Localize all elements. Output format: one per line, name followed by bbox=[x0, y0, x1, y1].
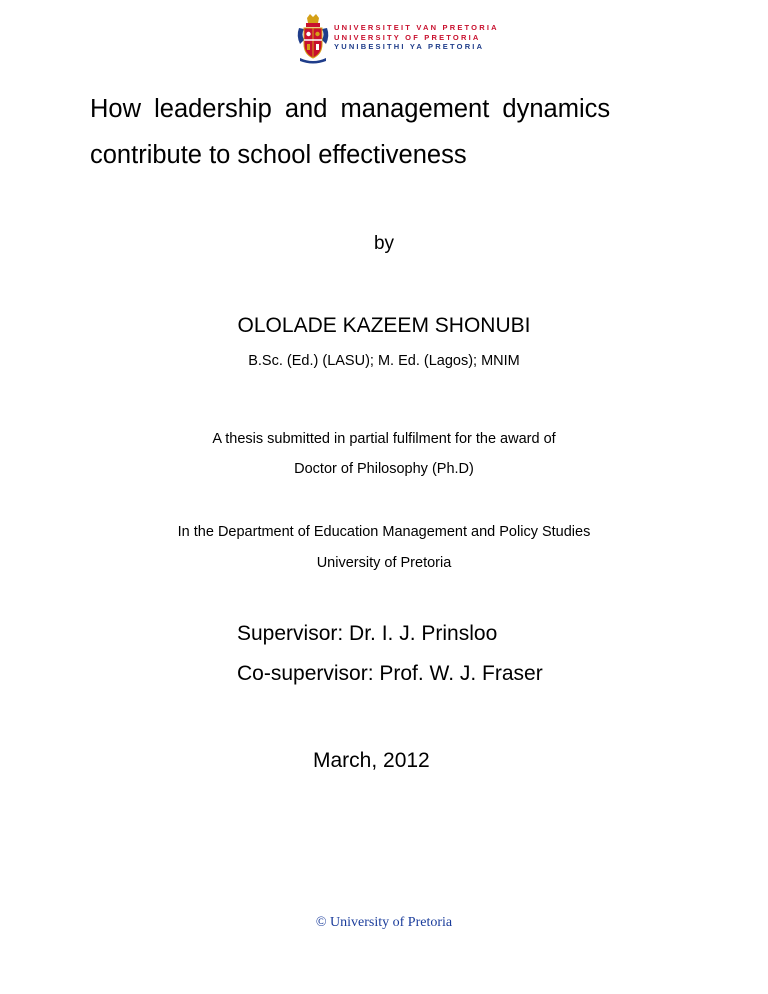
title-line-1: How leadership and management dynamics bbox=[90, 95, 611, 123]
title-line-2: contribute to school effectiveness bbox=[90, 141, 467, 169]
degree-name: Doctor of Philosophy (Ph.D) bbox=[294, 461, 474, 477]
author-name: OLOLADE KAZEEM SHONUBI bbox=[237, 314, 531, 337]
crest-icon bbox=[296, 14, 330, 64]
university-name: University of Pretoria bbox=[316, 555, 452, 571]
university-logo bbox=[296, 14, 499, 64]
author-qualifications: B.Sc. (Ed.) (LASU); M. Ed. (Lagos); MNIM bbox=[248, 353, 520, 369]
by-label: by bbox=[373, 233, 395, 254]
co-supervisor: Co-supervisor: Prof. W. J. Fraser bbox=[237, 662, 543, 685]
logo-wordmark bbox=[334, 23, 499, 52]
copyright-footer: © University of Pretoria bbox=[315, 915, 453, 930]
supervisor: Supervisor: Dr. I. J. Prinsloo bbox=[237, 622, 498, 645]
logo-line-sepedi: YUNIBESITHI YA PRETORIA bbox=[334, 42, 485, 51]
logo-line-afrikaans: UNIVERSITEIT VAN PRETORIA bbox=[334, 23, 499, 32]
thesis-title bbox=[90, 86, 690, 178]
logo-line-english: UNIVERSITY OF PRETORIA bbox=[334, 32, 481, 42]
department-name: In the Department of Education Management and Policy Studies bbox=[177, 524, 591, 540]
submission-date: March, 2012 bbox=[313, 749, 430, 772]
thesis-statement: A thesis submitted in partial fulfilment for the award of bbox=[212, 431, 556, 447]
